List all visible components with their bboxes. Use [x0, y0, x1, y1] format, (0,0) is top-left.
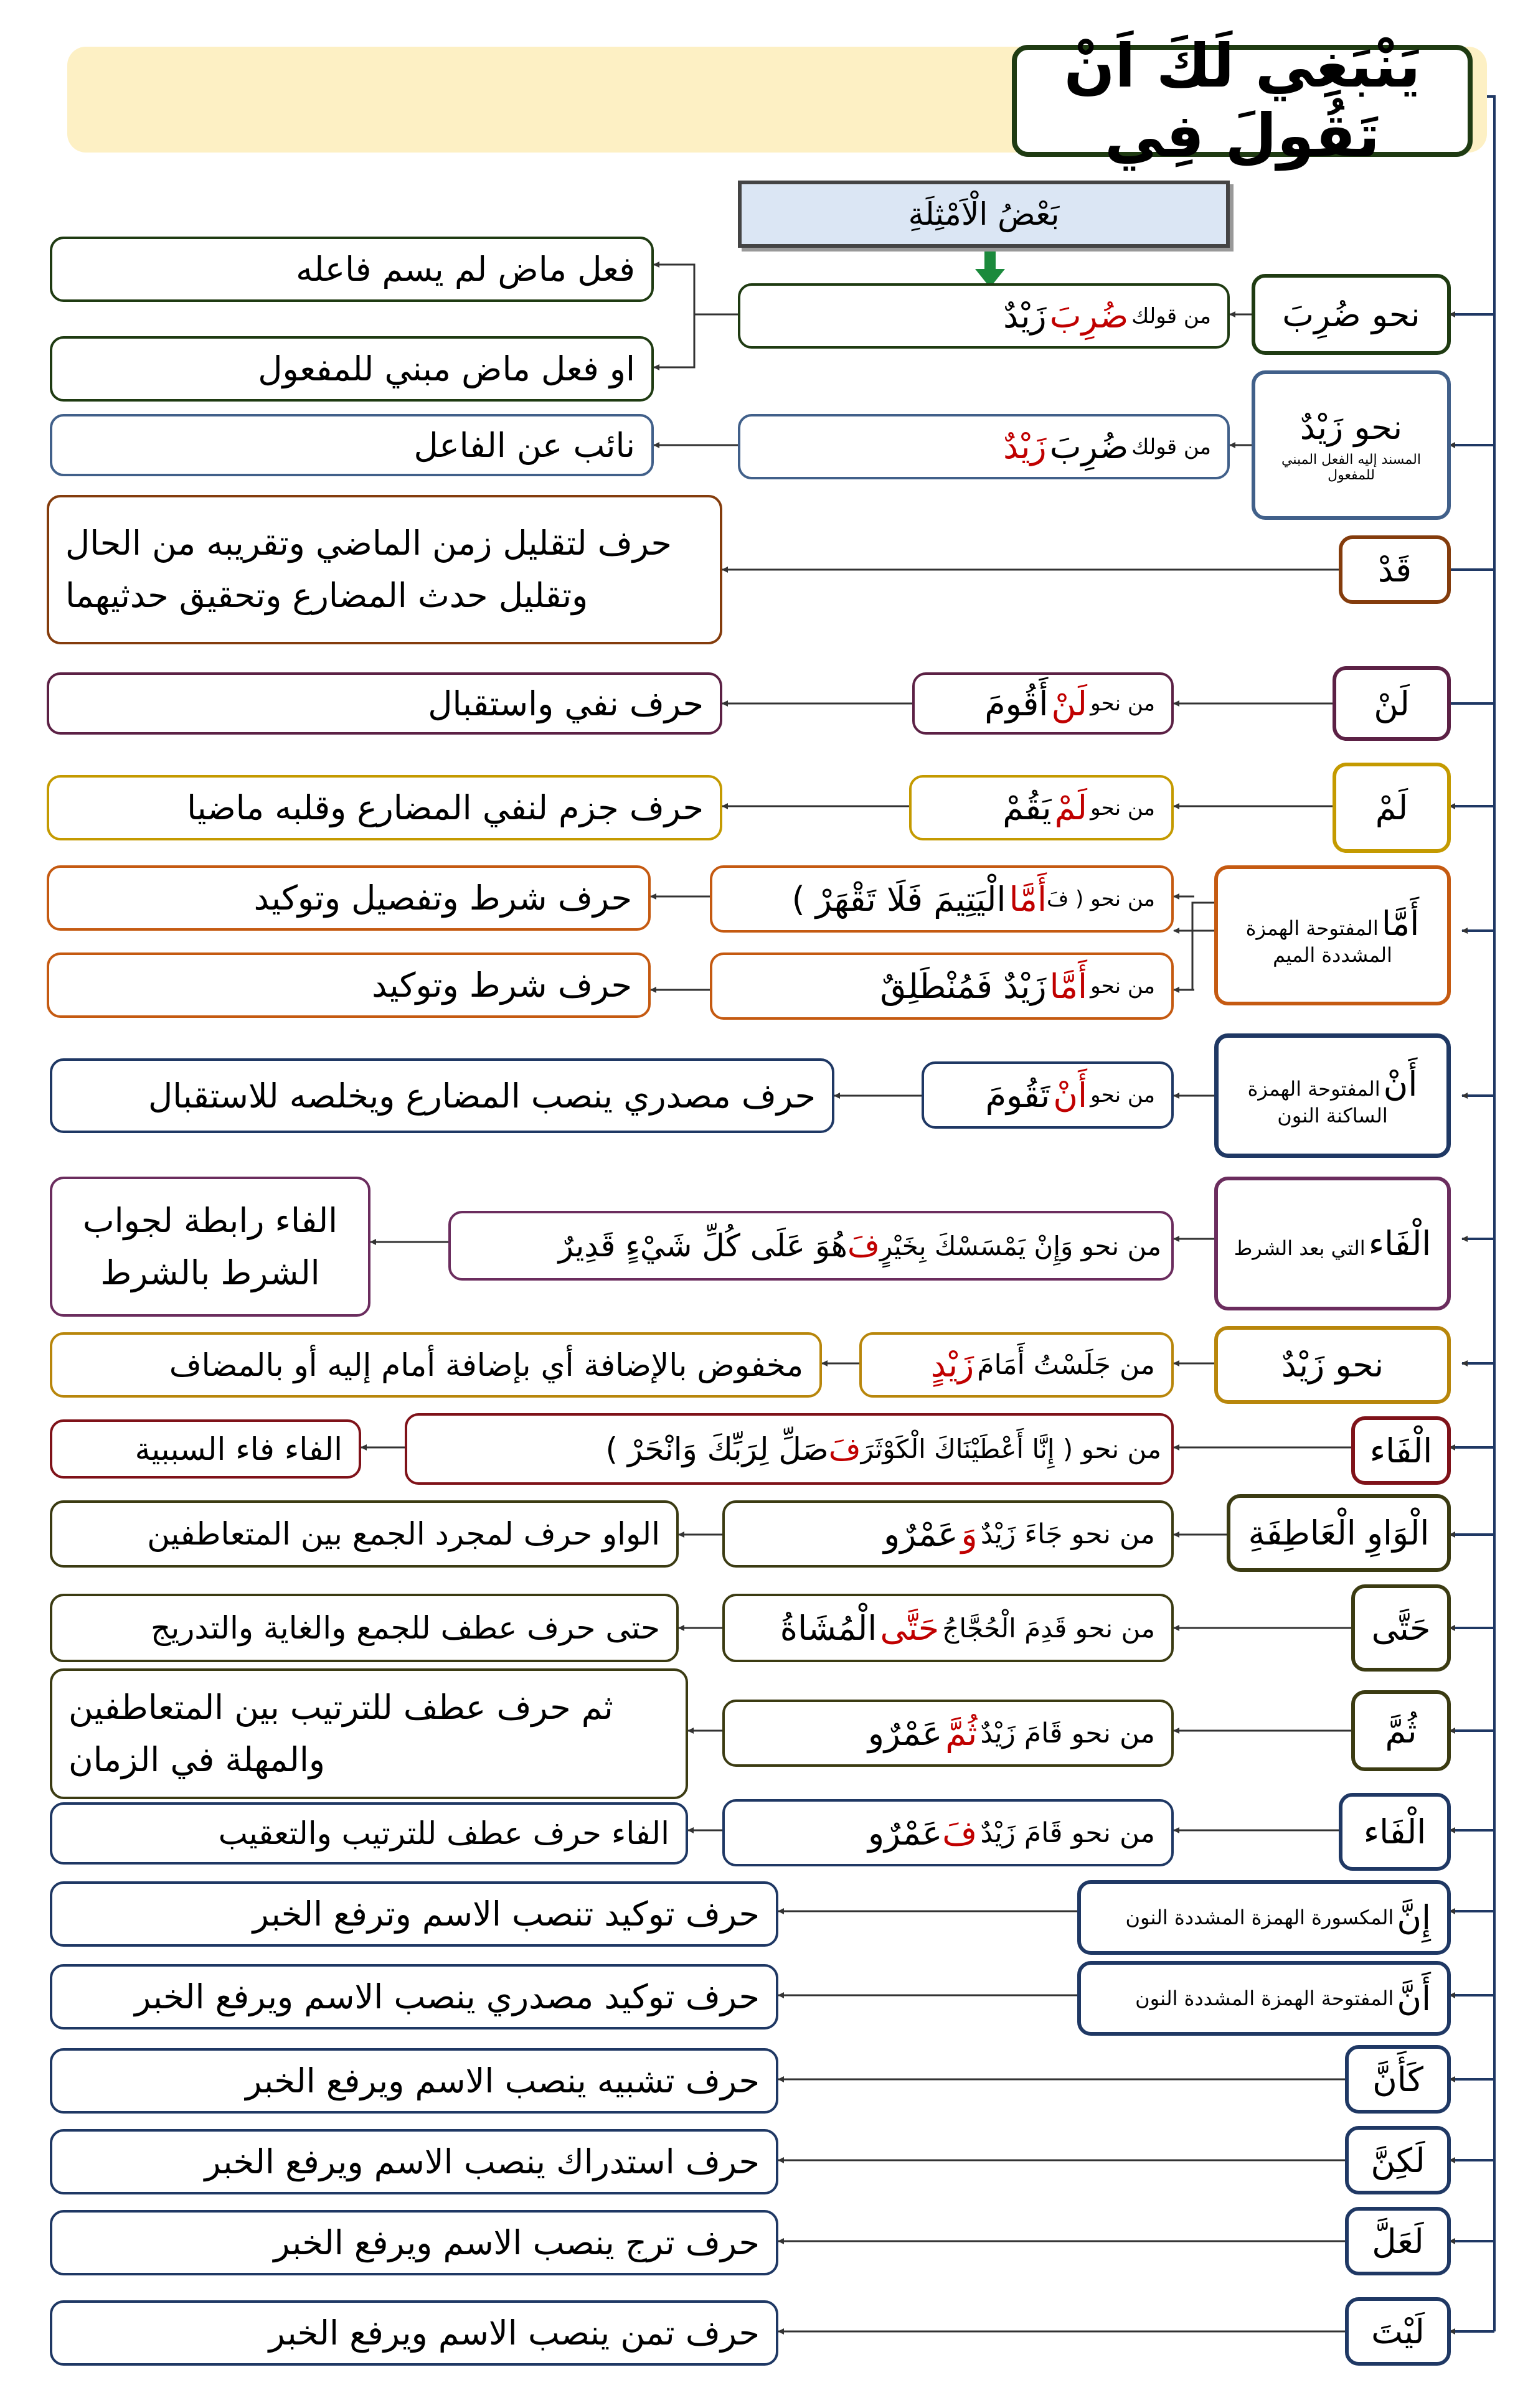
- example-lan: [912, 672, 1174, 735]
- example-suffix: صَلِّ لِرَبِّكَ وَانْحَرْ ): [605, 1431, 829, 1467]
- result-daraba-1: [50, 237, 654, 302]
- term-label: أَنَّ: [1397, 1978, 1431, 2018]
- term-note: المسند إليه الفعل المبني للمفعول: [1281, 451, 1421, 483]
- example-hatta: [722, 1594, 1174, 1662]
- term-label: أَمَّا: [1381, 904, 1420, 943]
- example-thumma: [722, 1700, 1174, 1767]
- result-text: نائب عن الفاعل: [413, 425, 635, 465]
- example-highlight: ضُرِبَ: [1049, 296, 1129, 336]
- term-inna: [1077, 1880, 1451, 1955]
- term-anna: [1077, 1961, 1451, 2036]
- term-label: أَنْ: [1383, 1064, 1418, 1104]
- result-text: حرف توكيد تنصب الاسم وترفع الخبر: [252, 1894, 760, 1934]
- example-suffix: عَمْرٌو: [867, 1713, 943, 1753]
- result-zaydun-passive: [50, 414, 654, 476]
- example-waw: [722, 1500, 1174, 1568]
- result-text: حرف نفي واستقبال: [428, 684, 704, 723]
- example-suffix: الْمُشَاةُ: [780, 1608, 877, 1648]
- result-daraba-2: [50, 336, 654, 402]
- result-text: الفاء رابطة لجواب: [82, 1200, 338, 1240]
- example-amma-2: [710, 952, 1174, 1020]
- term-note: المفتوحة الهمزة المشددة النون: [1135, 1987, 1394, 2010]
- term-label: الْفَاء: [1369, 1431, 1433, 1470]
- example-highlight: فَ: [828, 1431, 861, 1467]
- example-prefix: من نحو جَاءَ زَيْدٌ: [980, 1518, 1155, 1550]
- term-lan: [1333, 666, 1451, 741]
- term-fa-conditional: [1214, 1177, 1451, 1310]
- example-highlight: أَمَّا: [1009, 879, 1047, 919]
- result-text: حرف مصدري ينصب المضارع ويخلصه للاستقبال: [148, 1076, 816, 1116]
- term-label: ثُمَّ: [1385, 1711, 1417, 1751]
- example-suffix: أَقُومَ: [984, 684, 1049, 723]
- example-highlight: ثُمَّ: [945, 1713, 978, 1753]
- result-text: ثم حرف عطف للترتيب بين المتعاطفين: [68, 1688, 613, 1728]
- example-highlight: فَ: [942, 1813, 978, 1853]
- term-label: لَيْتَ: [1371, 2312, 1425, 2351]
- example-suffix: عَمْرٌو: [884, 1514, 958, 1554]
- example-highlight: لَمْ: [1054, 788, 1088, 827]
- result-text: حرف استدراك ينصب الاسم ويرفع الخبر: [204, 2142, 760, 2181]
- result-fa-causal: [50, 1419, 361, 1479]
- term-label: لَنْ: [1374, 684, 1410, 723]
- example-prefix: من قولك: [1131, 434, 1211, 459]
- example-prefix: من نحو ( إِنَّا أَعْطَيْنَاكَ الْكَوْثَرَ: [861, 1434, 1161, 1464]
- example-highlight: فَ: [847, 1228, 880, 1264]
- result-waw: [50, 1500, 679, 1568]
- examples-subtitle: [738, 181, 1230, 248]
- result-text: حرف جزم لنفي المضارع وقلبه ماضيا: [187, 788, 704, 827]
- example-suffix: تَقُومَ: [985, 1075, 1050, 1115]
- result-kaanna: [50, 2048, 778, 2114]
- examples-subtitle-text: بَعْضُ الْاَمْثِلَةِ: [908, 196, 1060, 232]
- term-laalla: [1345, 2207, 1451, 2275]
- result-text: مخفوض بالإضافة أي بإضافة أمام إليه أو بالمضاف: [169, 1347, 803, 1383]
- result-lam: [47, 775, 722, 840]
- result-text: حرف تشبيه ينصب الاسم ويرفع الخبر: [245, 2061, 760, 2100]
- result-text: الواو حرف لمجرد الجمع بين المتعاطفين: [147, 1516, 660, 1552]
- example-fa-causal: [405, 1413, 1174, 1485]
- example-prefix: من نحو: [1090, 795, 1155, 821]
- result-laalla: [50, 2210, 778, 2275]
- example-highlight: وَ: [961, 1514, 978, 1554]
- result-lakinna: [50, 2129, 778, 2194]
- result-lan: [47, 672, 722, 735]
- example-prefix: من نحو: [1090, 691, 1155, 716]
- result-text: وتقليل حدث المضارع وتحقيق حدثيهما: [65, 576, 588, 615]
- term-fa-causal: [1351, 1416, 1451, 1485]
- term-thumma: [1351, 1690, 1451, 1771]
- page-title: [1012, 31, 1473, 171]
- example-prefix: من نحو وَإِنْ يَمْسَسْكَ بِخَيْرٍ: [879, 1230, 1161, 1261]
- term-label: إِنَّ: [1397, 1898, 1431, 1937]
- term-label: نحو زَيْدٌ: [1300, 407, 1403, 447]
- result-text: حتى حرف عطف للجمع والغاية والتدريج: [151, 1610, 660, 1646]
- example-highlight: زَيْدٍ: [930, 1345, 974, 1385]
- example-prefix: من نحو: [1090, 1083, 1155, 1108]
- example-prefix: من نحو قَامَ زَيْدٌ: [980, 1717, 1155, 1749]
- page-title-text: يَنْبَغِي لَكَ اَنْ تَقُولَ فِي: [1064, 31, 1421, 171]
- term-label: لَكِنَّ: [1371, 2140, 1425, 2180]
- term-label: نحو ضُرِبَ: [1282, 294, 1420, 334]
- term-hatta: [1351, 1584, 1451, 1672]
- result-text: حرف لتقليل زمن الماضي وتقريبه من الحال: [65, 524, 672, 563]
- example-highlight: زَيْدٌ: [1003, 427, 1047, 466]
- result-amma-2: [47, 952, 651, 1018]
- example-prefix: من نحو ( فَ: [1046, 887, 1155, 911]
- result-text: فعل ماض لم يسم فاعله: [296, 250, 635, 289]
- term-daraba: [1252, 274, 1451, 355]
- example-highlight: حَتَّى: [880, 1608, 940, 1648]
- result-text: الشرط بالشرط: [100, 1253, 320, 1292]
- result-an: [50, 1058, 834, 1133]
- term-label: لَمْ: [1375, 788, 1408, 827]
- example-suffix: هُوَ عَلَى كُلِّ شَيْءٍ قَدِيرٌ: [558, 1228, 848, 1264]
- result-text: الفاء فاء السببية: [134, 1431, 342, 1467]
- term-qad: [1339, 535, 1451, 604]
- result-anna: [50, 1964, 778, 2029]
- result-text: حرف توكيد مصدري ينصب الاسم ويرفع الخبر: [134, 1977, 760, 2016]
- example-fa-sequence: [722, 1799, 1174, 1866]
- example-suffix: يَقُمْ: [1003, 788, 1052, 827]
- result-text: حرف تمن ينصب الاسم ويرفع الخبر: [268, 2313, 760, 2353]
- result-text: الفاء حرف عطف للترتيب والتعقيب: [218, 1815, 669, 1851]
- term-lakinna: [1345, 2126, 1451, 2194]
- result-zaydin-genitive: [50, 1332, 822, 1398]
- example-prefix: من جَلَسْتُ أَمَامَ: [977, 1349, 1155, 1381]
- example-zaydin-genitive: [859, 1332, 1174, 1398]
- term-amma: [1214, 865, 1451, 1005]
- term-label: قَدْ: [1377, 550, 1412, 590]
- term-lam: [1333, 763, 1451, 853]
- result-hatta: [50, 1594, 679, 1662]
- term-an: [1214, 1033, 1451, 1158]
- example-highlight: أَنْ: [1053, 1075, 1088, 1115]
- term-label: الْفَاء: [1368, 1224, 1432, 1263]
- term-layta: [1345, 2297, 1451, 2366]
- example-an: [922, 1061, 1174, 1129]
- result-text: حرف شرط وتوكيد: [372, 966, 632, 1005]
- example-amma-1: [710, 865, 1174, 933]
- result-layta: [50, 2300, 778, 2366]
- example-suffix: زَيْدٌ فَمُنْطَلِقٌ: [880, 966, 1047, 1006]
- example-suffix: زَيْدٌ: [1003, 296, 1047, 336]
- result-fa-conditional: [50, 1177, 370, 1317]
- result-inna: [50, 1881, 778, 1947]
- example-highlight: لَنْ: [1051, 684, 1088, 723]
- result-qad: [47, 495, 722, 644]
- example-middle: ضُرِبَ: [1049, 427, 1129, 466]
- term-zaydin-genitive: [1214, 1326, 1451, 1404]
- example-suffix: الْيَتِيمَ فَلَا تَقْهَرْ ): [791, 879, 1006, 919]
- example-suffix: عَمْرٌو: [867, 1813, 943, 1853]
- example-prefix: من نحو قَامَ زَيْدٌ: [980, 1817, 1155, 1849]
- result-text: حرف شرط وتفصيل وتوكيد: [253, 878, 632, 918]
- term-label: الْفَاء: [1363, 1812, 1427, 1851]
- result-thumma: [50, 1668, 688, 1799]
- example-fa-conditional: [448, 1211, 1174, 1281]
- term-waw: [1227, 1494, 1451, 1572]
- example-prefix: من نحو قَدِمَ الْحُجَّاجُ: [942, 1612, 1155, 1644]
- term-note: المكسورة الهمزة المشددة النون: [1125, 1906, 1394, 1929]
- term-note: المفتوحة الهمزة الساكنة النون: [1247, 1076, 1388, 1127]
- term-kaanna: [1345, 2045, 1451, 2114]
- example-lam: [909, 775, 1174, 840]
- term-fa-sequence: [1339, 1793, 1451, 1871]
- result-text: والمهلة في الزمان: [68, 1740, 325, 1779]
- example-prefix: من نحو: [1090, 974, 1155, 999]
- term-note: التي بعد الشرط: [1234, 1236, 1366, 1260]
- example-prefix: من قولك: [1131, 303, 1211, 329]
- result-text: حرف ترج ينصب الاسم ويرفع الخبر: [273, 2223, 760, 2262]
- result-fa-sequence: [50, 1802, 688, 1865]
- result-text: او فعل ماض مبني للمفعول: [258, 349, 635, 388]
- example-daraba: [738, 283, 1230, 349]
- term-label: لَعَلَّ: [1372, 2221, 1424, 2261]
- example-zaydun-passive: [738, 414, 1230, 479]
- result-amma-1: [47, 865, 651, 931]
- term-label: حَتَّى: [1371, 1608, 1431, 1648]
- term-label: الْوَاوِ الْعَاطِفَةِ: [1248, 1513, 1430, 1553]
- example-highlight: أَمَّا: [1049, 966, 1088, 1006]
- term-label: كَأَنَّ: [1372, 2059, 1423, 2099]
- term-note: المفتوحة الهمزة المشددة الميم: [1245, 916, 1392, 967]
- term-label: نحو زَيْدٌ: [1281, 1345, 1384, 1385]
- term-zaydun-passive: [1252, 370, 1451, 520]
